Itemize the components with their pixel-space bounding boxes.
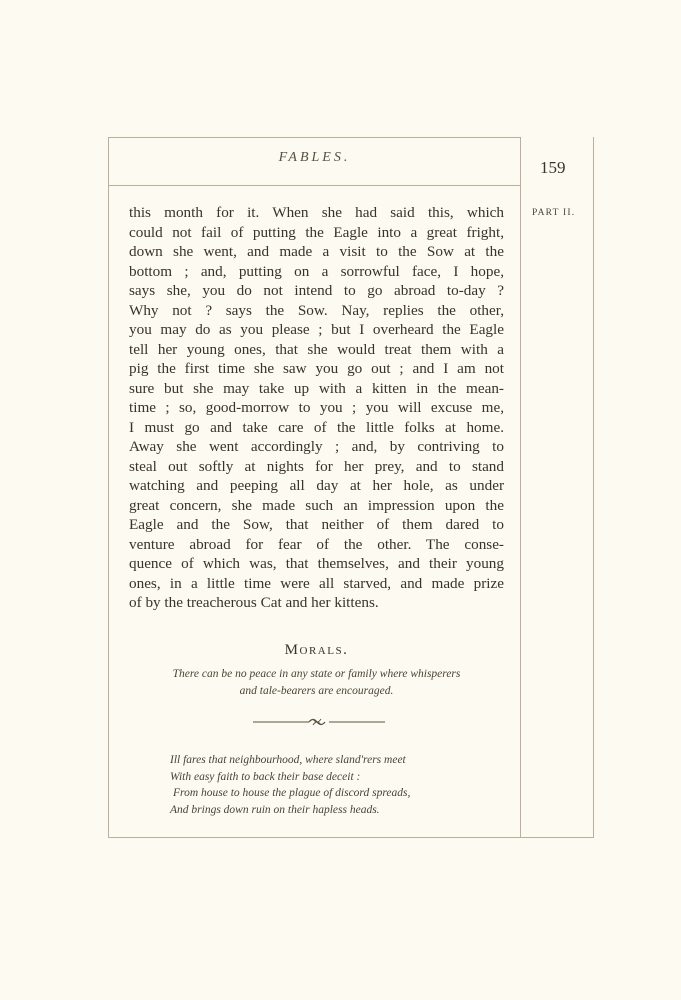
- body-line: you may do as you please ; but I overheard the Eagle: [129, 321, 504, 338]
- body-line: sure but she may take up with a kitten in the mean-: [129, 379, 504, 397]
- body-line: bottom ; and, putting on a sorrowful face, I hope,: [129, 262, 504, 280]
- body-line: Away she went accordingly ; and, by contriving to: [129, 438, 504, 455]
- body-line: quence of which was, that themselves, and their young: [129, 555, 504, 572]
- body-line: Why not ? says the Sow. Nay, replies the other,: [129, 301, 504, 319]
- morals-heading: Morals.: [284, 642, 349, 658]
- body-line: tell her young ones, that she would treat them with a: [129, 340, 504, 358]
- header-rule: [108, 185, 521, 186]
- body-line: says she, you do not intend to go abroad to-day ?: [129, 282, 504, 299]
- body-line: I must go and take care of the little folks at home.: [129, 418, 504, 436]
- body-line: great concern, she made such an impression upon the: [129, 496, 504, 514]
- body-line: pig the first time she saw you go out ; and I am not: [129, 360, 504, 377]
- verse-line: Ill fares that neighbourhood, where sland'rers meet: [170, 754, 406, 766]
- body-line: this month for it. When she had said this, which: [129, 204, 504, 221]
- body-line: time ; so, good-morrow to you ; you will excuse me,: [129, 399, 504, 416]
- morals-line: and tale-bearers are encouraged.: [239, 685, 394, 697]
- verse-line: From house to house the plague of discord spreads,: [173, 787, 411, 799]
- body-line: ones, in a little time were all starved, and made prize: [129, 574, 504, 592]
- margin-note-part: PART II.: [532, 208, 576, 218]
- morals-text: [115, 666, 518, 700]
- fable-body-text: [129, 203, 504, 613]
- body-line: of by the treacherous Cat and her kittens.: [129, 594, 379, 611]
- morals-line: There can be no peace in any state or family where whisperers: [172, 668, 461, 680]
- body-line: watching and peeping all day at her hole, as under: [129, 477, 504, 494]
- body-line: Eagle and the Sow, that neither of them dared to: [129, 516, 504, 533]
- body-line: down she went, and made a visit to the Sow at the: [129, 243, 504, 260]
- verse-line: With easy faith to back their base deceit :: [170, 770, 361, 783]
- page-number: 159: [540, 158, 566, 177]
- running-head: FABLES.: [278, 150, 351, 165]
- verse-line: And brings down ruin on their hapless heads.: [170, 803, 380, 816]
- body-line: could not fail of putting the Eagle into a great fright,: [129, 223, 504, 241]
- body-line: steal out softly at nights for her prey, and to stand: [129, 457, 504, 475]
- ornament-divider: [253, 714, 385, 730]
- margin-rule: [520, 137, 521, 838]
- verse-block: [170, 752, 500, 818]
- body-line: venture abroad for fear of the other. The conse-: [129, 535, 504, 553]
